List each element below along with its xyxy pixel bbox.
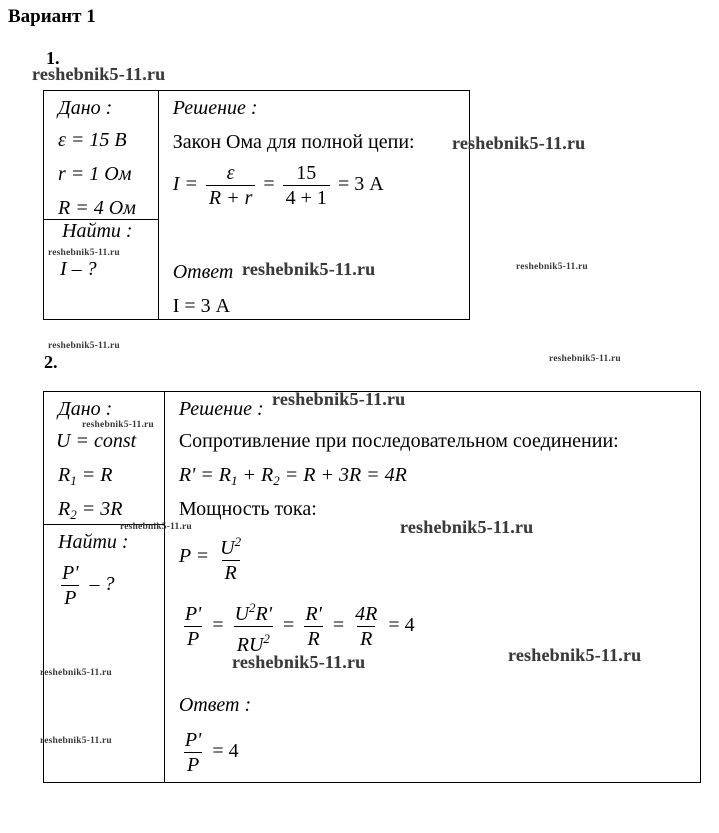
given-header: Дано : [58,398,113,420]
resistance-formula: $R' = R_1 + R_2 = R + 3R = 4R$ [178,464,407,488]
find-value [56,561,115,610]
problem-1-table [43,90,470,320]
given-header: Дано : [58,97,113,119]
answer-value: I = 3 А [172,295,231,317]
frac-den: P [184,752,202,777]
resistance-text: Сопротивление при последовательном соединении: [178,430,619,452]
watermark: reshebnik5-11.ru [40,736,112,746]
frac-den: R [357,626,375,651]
watermark: reshebnik5-11.ru [232,652,366,672]
fraction-substitution: $\frac{U^2R'}{RU^2}$ [234,600,273,656]
find-header: Найти : [58,531,129,553]
problem-1-given-cell [44,91,159,220]
formula-result: = 3 А [337,173,384,196]
problem-1-number: 1. [46,48,60,68]
watermark: reshebnik5-11.ru [48,341,120,351]
watermark: reshebnik5-11.ru [508,645,642,665]
find-suffix: – ? [89,573,115,596]
ohm-law-text: Закон Ома для полной цепи: [172,131,415,153]
ratio-result: = 4 [388,614,415,637]
watermark: reshebnik5-11.ru [400,517,534,537]
problem-1-find-cell [44,220,159,320]
problem-2-number: 2. [44,352,58,372]
frac-num: P' [184,729,202,751]
frac-den: R [222,560,240,585]
fraction-answer [182,728,205,777]
answer-label: Ответ : [178,694,252,716]
frac-num: 15 [296,162,317,184]
fraction-ratio [182,602,205,651]
watermark: reshebnik5-11.ru [272,389,406,409]
frac-den: P [184,626,202,651]
watermark: reshebnik5-11.ru [549,354,621,364]
watermark: reshebnik5-11.ru [48,248,120,258]
watermark: reshebnik5-11.ru [516,262,588,272]
watermark: reshebnik5-11.ru [32,64,166,84]
frac-den: R [304,626,322,651]
fraction-emf [206,161,256,210]
frac-den: P [61,585,79,610]
watermark: reshebnik5-11.ru [120,522,192,532]
frac-num: 4R [355,603,378,625]
fraction-4R [352,602,380,651]
problem-2-solution-cell [164,392,700,783]
given-R: R = 4 Ом [58,197,136,219]
answer-formula [179,728,239,777]
watermark: reshebnik5-11.ru [82,420,154,430]
formula-lhs: I = [172,173,198,196]
watermark: reshebnik5-11.ru [452,133,586,153]
solution-header: Решение : [172,97,258,119]
answer-label: Ответ [172,261,234,283]
ratio-formula: $\frac{P'}{P}$ = $\frac{U^2R'}{RU^2}$ = $\frac{R'}{R}$ = $\frac{4R}{R}$ = 4 [179,596,415,657]
given-R2: $R_2 = 3R$ [58,498,123,522]
problem-2-table [43,391,701,783]
find-value: I – ? [60,258,97,280]
frac-num: P' [62,562,79,584]
power-lhs: P = [178,545,210,568]
ohm-formula [173,161,384,210]
variant-title: Вариант 1 [8,6,96,27]
given-r: r = 1 Ом [58,163,132,185]
power-formula [179,530,247,585]
fraction-resistances [302,602,325,651]
fraction-find [59,561,82,610]
solution-header: Решение : [178,398,264,420]
watermark: reshebnik5-11.ru [242,259,376,279]
power-text: Мощность тока: [178,498,317,520]
given-emf: ε = 15 В [58,129,127,151]
fraction-power: $\frac{U^2}{R}$ [220,534,242,584]
frac-num: P' [184,603,202,625]
given-R1: $R_1 = R$ [58,464,113,488]
frac-num: ε [226,162,235,184]
frac-num: R' [305,603,322,625]
watermark: reshebnik5-11.ru [40,668,112,678]
frac-den: R + r [206,185,256,210]
fraction-values [283,161,330,210]
answer-result: = 4 [212,740,239,763]
given-U: U = const [56,430,137,452]
problem-1-solution-cell [158,91,469,320]
frac-den: 4 + 1 [283,185,330,210]
problem-2-given-cell [44,392,165,525]
formula-eq: = [263,173,275,196]
find-header: Найти : [62,220,133,242]
